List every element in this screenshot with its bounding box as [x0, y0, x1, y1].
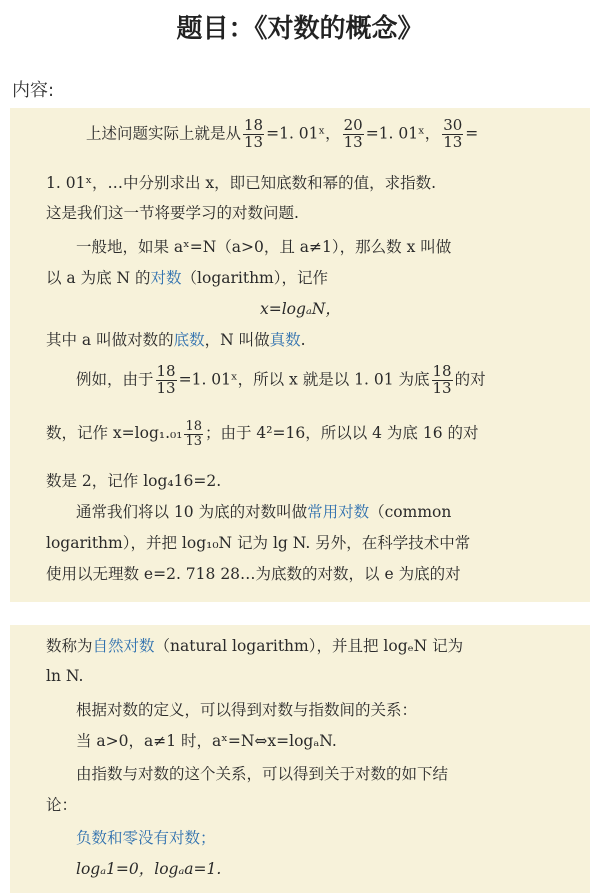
term-base: 底数: [173, 331, 205, 349]
formula-log-definition: x=logₐN，: [260, 300, 341, 318]
paragraph-4-line-2: logarithm），并把 log₁₀N 记为 lg N. 另外，在科学技术中常: [46, 534, 471, 552]
fraction-20-13: $\frac{20}{13}$: [343, 116, 363, 151]
paragraph-5-line-2: ln N.: [46, 667, 84, 685]
conclusion-heading: 负数和零没有对数；: [76, 829, 216, 847]
textbook-page-bottom: [10, 625, 590, 893]
paragraph-2-line-4: 其中 a 叫做对数的底数，N 叫做真数.: [46, 331, 306, 349]
fraction-18-13: $\frac{18}{13}$: [244, 116, 264, 151]
conclusion-formula: logₐ1=0，logₐa=1.: [76, 860, 222, 878]
content-label: 内容:: [12, 80, 55, 101]
paragraph-2-line-1: 一般地，如果 aˣ=N（a>0，且 a≠1），那么数 x 叫做: [76, 238, 452, 256]
paragraph-2-line-2: 以 a 为底 N 的对数（logarithm），记作: [46, 269, 329, 287]
paragraph-4-line-1: 通常我们将以 10 为底的对数叫做常用对数（common: [76, 503, 452, 521]
paragraph-1-line-2: 1. 01ˣ，…中分别求出 x，即已知底数和幂的值，求指数.: [46, 174, 437, 192]
term-logarithm: 对数: [150, 269, 182, 287]
fraction-30-13: $\frac{30}{13}$: [443, 116, 463, 151]
paragraph-6-line-2: 当 a>0，a≠1 时，aˣ=N⇔x=logₐN.: [76, 732, 337, 750]
paragraph-1-line-1: 上述问题实际上就是从 $\frac{18}{13}$ =1. 01ˣ， $\frac{20}{13}$ =1. 01ˣ， $\frac{30}{13}$ =: [86, 116, 479, 151]
paragraph-5-line-1: 数称为自然对数（natural logarithm），并且把 logₑN 记为: [46, 637, 464, 655]
paragraph-3-line-3: 数是 2，记作 log₄16=2.: [46, 472, 222, 490]
paragraph-4-line-3: 使用以无理数 e=2. 718 28…为底数的对数，以 e 为底的对: [46, 565, 461, 583]
page-title: 题目：《对数的概念》: [176, 14, 424, 44]
term-common-logarithm: 常用对数: [307, 503, 370, 521]
textbook-page-top: [10, 108, 590, 602]
paragraph-7-line-1: 由指数与对数的这个关系，可以得到关于对数的如下结: [76, 765, 449, 783]
paragraph-1-line-3: 这是我们这一节将要学习的对数问题.: [46, 204, 299, 222]
term-argument: 真数: [269, 331, 301, 349]
paragraph-6-line-1: 根据对数的定义，可以得到对数与指数间的关系：: [76, 701, 418, 719]
term-natural-logarithm: 自然对数: [92, 637, 155, 655]
paragraph-3-line-1: 例如，由于 $\frac{18}{13}$ =1. 01ˣ，所以 x 就是以 1. 01 为底 $\frac{18}{13}$ 的对: [76, 362, 486, 397]
paragraph-7-line-2: 论：: [46, 796, 78, 814]
paragraph-3-line-2: 数，记作 x=log₁.₀₁ $\frac{18}{13}$ ；由于 4²=16，所以以 4 为底 16 的对: [46, 419, 479, 449]
